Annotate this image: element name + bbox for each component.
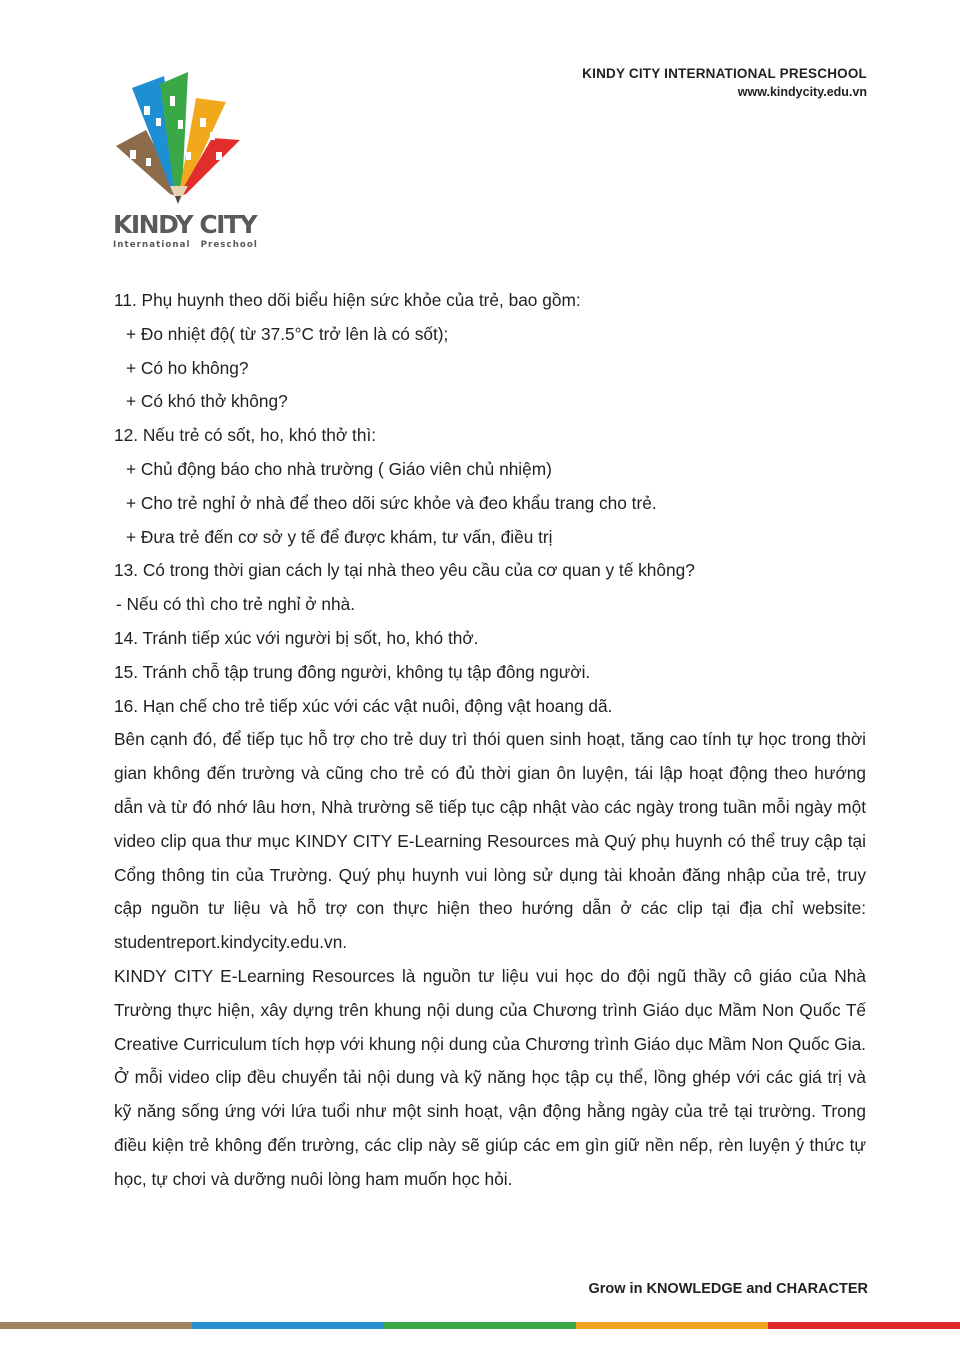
- footer-bar-segment: [0, 1322, 192, 1329]
- list-item: 16. Hạn chế cho trẻ tiếp xúc với các vật nuôi, động vật hoang dã.: [114, 695, 613, 716]
- page-header: [582, 66, 867, 99]
- school-website: www.kindycity.edu.vn: [737, 85, 867, 99]
- footer-bar-segment: [192, 1322, 384, 1329]
- logo-text: [113, 212, 258, 250]
- list-item: + Có ho không?: [126, 357, 249, 378]
- list-item: + Đo nhiệt độ( từ 37.5°C trở lên là có sốt);: [126, 323, 449, 344]
- list-item: + Đưa trẻ đến cơ sở y tế để được khám, tư vấn, điều trị: [126, 526, 553, 547]
- paragraph-elearning-description: KINDY CITY E-Learning Resources là nguồn tư liệu vui học do đội ngũ thầy cô giáo của Nhà Trường thực hiện, xây dựng trên khung nội dung của Chương trình Giáo dục Mầm Non Quốc Tế Creative Curriculum tích hợp với khung nội dung của Chương trình Giáo dục Mầm Non Quốc Gia. Ở mỗi video clip đều chuyển tải nội dung và kỹ năng học tập cụ thể, lồng ghép với các giá trị và kỹ năng sống ứng với lứa tuổi như một sinh hoạt, vận động hằng ngày của trẻ tại trường. Trong điều kiện trẻ không đến trường, các clip này sẽ giúp các em gìn giữ nền nếp, rèn luyện ý thức tự học, tự chơi và dưỡng nuôi lòng ham muốn học hỏi.: [114, 965, 866, 1189]
- document-body: [114, 284, 866, 1197]
- logo-main-text: KINDY CITY: [113, 210, 257, 239]
- list-item: + Có khó thở không?: [126, 391, 288, 412]
- footer-bar-segment: [384, 1322, 576, 1329]
- list-item: 11. Phụ huynh theo dõi biểu hiện sức khỏe của trẻ, bao gồm:: [114, 290, 581, 310]
- logo-sub-text: International Preschool: [113, 240, 258, 250]
- list-item: + Chủ động báo cho nhà trường ( Giáo viên chủ nhiệm): [126, 458, 552, 479]
- footer-slogan: Grow in KNOWLEDGE and CHARACTER: [588, 1281, 868, 1297]
- list-item: + Cho trẻ nghỉ ở nhà để theo dõi sức khỏe và đeo khẩu trang cho trẻ.: [126, 492, 657, 513]
- list-item: 14. Tránh tiếp xúc với người bị sốt, ho, khó thở.: [114, 627, 479, 648]
- list-item: - Nếu có thì cho trẻ nghỉ ở nhà.: [116, 594, 356, 615]
- footer-bar-segment: [576, 1322, 768, 1329]
- paragraph-elearning-intro: Bên cạnh đó, để tiếp tục hỗ trợ cho trẻ duy trì thói quen sinh hoạt, tăng cao tính tự học trong thời gian không đến trường và cũng cho trẻ có đủ thời gian ôn luyện, tái lập hoạt động theo hướng dẫn và từ đó nhớ lâu hơn, Nhà trường sẽ tiếp tục cập nhật vào các ngày trong tuần mỗi ngày một video clip qua thư mục KINDY CITY E-Learning Resources mà Quý phụ huynh có thể truy cập tại Cổng thông tin của Trường. Quý phụ huynh vui lòng sử dụng tài khoản đăng nhập của trẻ, truy cập nguồn tư liệu và hỗ trợ con thực hiện theo hướng dẫn ở các clip tại địa chỉ website: studentreport.kindycity.edu.vn.: [114, 729, 866, 953]
- school-name: KINDY CITY INTERNATIONAL PRESCHOOL: [582, 66, 867, 81]
- footer-color-bar: [0, 1322, 960, 1329]
- list-item: 13. Có trong thời gian cách ly tại nhà theo yêu cầu của cơ quan y tế không?: [114, 560, 695, 581]
- list-item: 15. Tránh chỗ tập trung đông người, không tụ tập đông người.: [114, 661, 591, 682]
- list-item: 12. Nếu trẻ có sốt, ho, khó thở thì:: [114, 425, 377, 446]
- footer-bar-segment: [768, 1322, 960, 1329]
